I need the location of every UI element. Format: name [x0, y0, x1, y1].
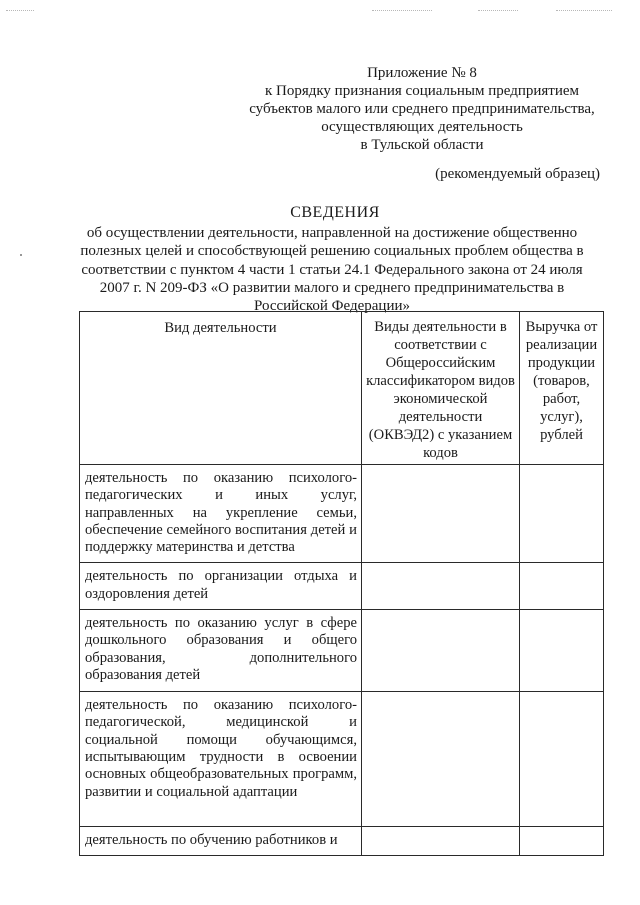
appendix-line: осуществляющих деятельность	[321, 119, 523, 135]
okved-cell	[362, 563, 520, 610]
sample-note: (рекомендуемый образец)	[435, 166, 600, 182]
table-row	[80, 692, 604, 827]
okved-cell	[362, 465, 520, 563]
table-row	[80, 610, 604, 692]
column-header-okved: Виды деятельности в соответствии с Общероссийским классификатором видов экономической деятельности (ОКВЭД2) с указанием кодов	[362, 312, 520, 465]
revenue-cell	[520, 827, 604, 856]
scan-noise	[556, 10, 612, 12]
activity-cell: деятельность по оказанию психолого-педагогических и иных услуг, направленных на укрепление семьи, обеспечение семейного воспитания детей и поддержку материнства и детства	[80, 465, 362, 563]
table-row	[80, 827, 604, 856]
subtitle-line: 2007 г. N 209-ФЗ «О развитии малого и среднего предпринимательства в	[99, 279, 565, 296]
column-header-revenue: Выручка от реализации продукции (товаров, работ, услуг), рублей	[520, 312, 604, 465]
table-row	[80, 563, 604, 610]
okved-cell	[362, 827, 520, 856]
activity-cell: деятельность по оказанию услуг в сфере дошкольного образования и общего образования, дополнительного образования детей	[80, 610, 362, 692]
table-header-row	[80, 312, 604, 465]
okved-cell	[362, 610, 520, 692]
revenue-cell	[520, 610, 604, 692]
revenue-cell	[520, 465, 604, 563]
activity-cell: деятельность по организации отдыха и оздоровления детей	[80, 563, 362, 610]
activities-table	[79, 311, 604, 856]
document-title: СВЕДЕНИЯ	[290, 204, 380, 221]
activity-cell: деятельность по обучению работников и	[80, 827, 362, 856]
subtitle-line: Российской Федерации»	[253, 298, 410, 315]
revenue-cell	[520, 563, 604, 610]
appendix-line: к Порядку признания социальным предприятием	[264, 83, 580, 99]
subtitle-line: об осуществлении деятельности, направленной на достижение общественно	[86, 225, 578, 241]
appendix-line: в Тульской области	[360, 137, 484, 153]
subtitle-line: соответствии с пунктом 4 части 1 статьи 24.1 Федерального закона от 24 июля	[81, 261, 583, 278]
scan-speck	[20, 254, 22, 256]
appendix-number: Приложение № 8	[367, 65, 477, 81]
appendix-line: субъектов малого или среднего предпринимательства,	[249, 101, 595, 117]
scan-noise	[372, 10, 432, 12]
okved-cell	[362, 692, 520, 827]
document-subtitle	[80, 224, 584, 315]
revenue-cell	[520, 692, 604, 827]
appendix-header	[232, 64, 612, 154]
scan-noise	[478, 10, 518, 12]
column-header-activity: Вид деятельности	[80, 312, 362, 465]
scan-noise	[6, 10, 34, 12]
table-row	[80, 465, 604, 563]
subtitle-line: полезных целей и способствующей решению социальных проблем общества в	[80, 243, 584, 260]
activity-cell: деятельность по оказанию психолого-педагогической, медицинской и социальной помощи обучающимся, испытывающим трудности в освоении основных общеобразовательных программ, развитии и социальной адаптации	[80, 692, 362, 827]
